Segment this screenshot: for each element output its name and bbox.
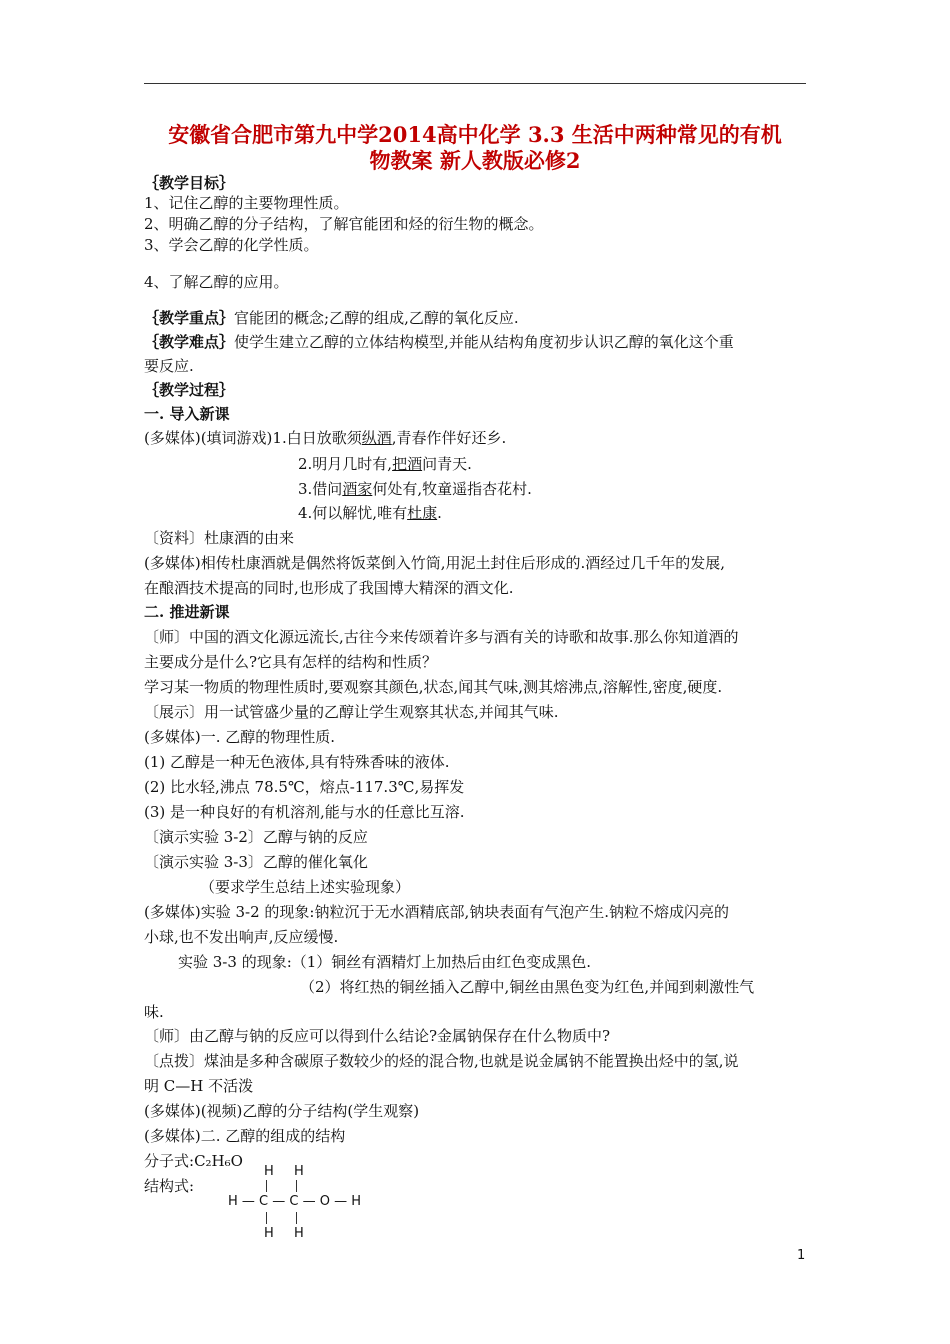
header-rule [144,83,806,84]
text-line: 小球,也不发出响声,反应缓慢. [144,928,339,946]
poem3-b: 何处有,牧童遥指杏花村. [372,480,532,498]
text-line: 学习某一物质的物理性质时,要观察其颜色,状态,闻其气味,测其熔沸点,溶解性,密度,硬度. [144,678,723,696]
section-1-heading: 一. 导入新课 [144,405,230,423]
diff-text: 使学生建立乙醇的立体结构模型,并能从结构角度初步认识乙醇的氧化这个重 [234,333,734,351]
goal-1: 1、记住乙醇的主要物理性质。 [144,194,349,212]
text-line: 〔师〕中国的酒文化源远流长,古往今来传颂着许多与酒有关的诗歌和故事.那么你知道酒的 [144,628,739,646]
poem4-a: 4.何以解忧,唯有 [298,504,408,522]
poem-line-3 [298,478,532,500]
hydrogen-atom: H [294,1226,304,1241]
process-header: ｛教学过程｝ [144,381,235,399]
text-line: 明 C—H 不活泼 [144,1077,254,1095]
doc-title-line2: 物教案 新人教版必修2 [369,148,581,173]
poem-line-4 [298,502,442,524]
bond-line [296,1180,297,1192]
text-line: (2) 比水轻,沸点 78.5℃，熔点-117.3℃,易挥发 [144,778,465,796]
key-text: 官能团的概念;乙醇的组成,乙醇的氧化反应. [234,309,519,327]
text-line: (3) 是一种良好的有机溶剂,能与水的任意比互溶. [144,803,465,821]
goal-3: 3、学会乙醇的化学性质。 [144,236,319,254]
section-2-heading: 二. 推进新课 [144,603,230,621]
text-line: (多媒体)实验 3-2 的现象:钠粒沉于无水酒精底部,钠块表面有气泡产生.钠粒不熔成闪亮的 [144,903,729,921]
text-line: (多媒体)一. 乙醇的物理性质. [144,728,336,746]
text-line: (多媒体)(视频)乙醇的分子结构(学生观察) [144,1102,420,1120]
poem3-a: 3.借问 [298,480,343,498]
hydrogen-atom: H [294,1164,304,1179]
goal-4: 4、了解乙醇的应用。 [144,273,289,291]
poem-line-2 [298,453,472,475]
poem2-b: 问青天. [422,455,472,473]
formula-value: C₂H₆O [194,1152,243,1170]
difficulty-cont: 要反应. [144,357,194,375]
poem-prefix: (多媒体)(填词游戏)1.白日放歌须 [144,429,362,447]
structure-main-row: H — C — C — O — H [228,1194,361,1209]
structural-formula-label: 结构式: [144,1177,195,1195]
goals-header: ｛教学目标｝ [144,174,235,192]
poem-line-1 [144,427,506,449]
text-line: 〔演示实验 3-2〕乙醇与钠的反应 [144,828,368,846]
dukang-para-2: 在酿酒技术提高的同时,也形成了我国博大精深的酒文化. [144,579,514,597]
poem-blank-1: 纵酒 [361,429,392,447]
hydrogen-atom: H [264,1226,274,1241]
hydrogen-atom: H [264,1164,274,1179]
poem-blank-2: 把酒 [392,455,423,473]
text-line: (多媒体)二. 乙醇的组成的结构 [144,1127,346,1145]
diff-label: ｛教学难点｝ [144,333,235,351]
doc-title-line1: 安徽省合肥市第九中学2014高中化学 3.3 生活中两种常见的有机 [168,122,782,147]
poem-blank-3: 酒家 [342,480,373,498]
poem1-end: ,青春作伴好还乡. [391,429,507,447]
difficulty [144,331,734,353]
dukang-para-1: (多媒体)相传杜康酒就是偶然将饭菜倒入竹筒,用泥土封住后形成的.酒经过几千年的发展, [144,554,726,572]
bond-line [266,1212,267,1224]
poem2-a: 2.明月几时有, [298,455,393,473]
text-line: 实验 3-3 的现象:（1）铜丝有酒精灯上加热后由红色变成黑色. [178,953,592,971]
text-line: 〔演示实验 3-3〕乙醇的催化氧化 [144,853,368,871]
bond-line [266,1180,267,1192]
key-point [144,307,519,329]
poem4-b: . [437,504,442,522]
bond-line [296,1212,297,1224]
text-line: (1) 乙醇是一种无色液体,具有特殊香味的液体. [144,753,450,771]
text-line: （要求学生总结上述实验现象） [200,878,411,896]
page-number: 1 [797,1248,806,1263]
text-line: 〔师〕由乙醇与钠的反应可以得到什么结论?金属钠保存在什么物质中? [144,1027,611,1045]
reference-heading: 〔资料〕杜康酒的由来 [144,529,295,547]
molecular-formula [144,1150,243,1172]
goal-2: 2、明确乙醇的分子结构，了解官能团和烃的衍生物的概念。 [144,215,544,233]
text-line: 〔展示〕用一试管盛少量的乙醇让学生观察其状态,并闻其气味. [144,703,559,721]
key-label: ｛教学重点｝ [144,309,235,327]
poem-blank-4: 杜康 [407,504,438,522]
text-line: （2）将红热的铜丝插入乙醇中,铜丝由黑色变为红色,并闻到刺激性气 [300,978,755,996]
text-line: 味. [144,1003,164,1021]
text-line: 〔点拨〕煤油是多种含碳原子数较少的烃的混合物,也就是说金属钠不能置换出烃中的氢,说 [144,1052,739,1070]
text-line: 主要成分是什么?它具有怎样的结构和性质？ [144,653,438,671]
formula-label: 分子式: [144,1152,195,1170]
